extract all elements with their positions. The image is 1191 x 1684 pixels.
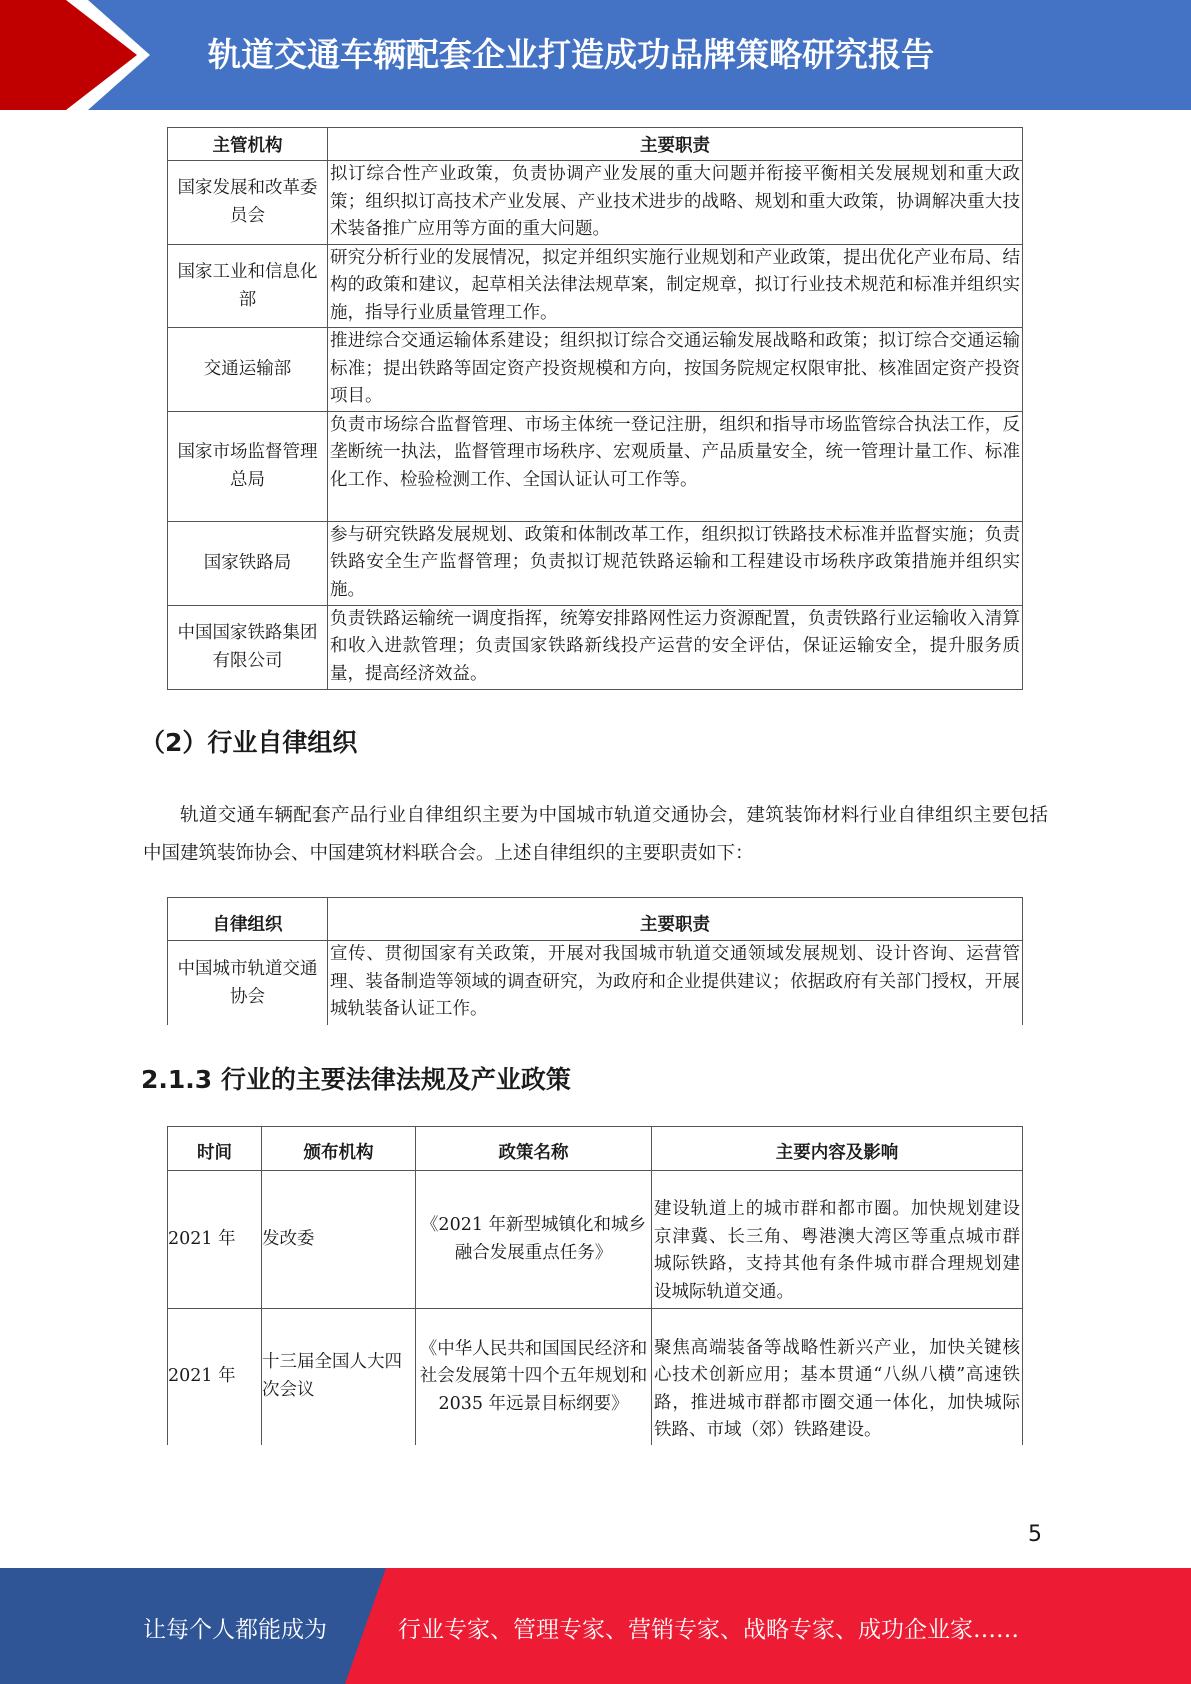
- table-row: [168, 1309, 1023, 1445]
- org-cell: 交通运输部: [168, 328, 328, 412]
- policy-table: [167, 1126, 1023, 1445]
- column-header: 时间: [168, 1127, 262, 1171]
- time-cell: 2021 年: [168, 1309, 262, 1445]
- issuer-cell: 发改委: [262, 1171, 416, 1309]
- footer-slogan-right: 行业专家、管理专家、营销专家、战略专家、成功企业家……: [398, 1617, 1019, 1643]
- column-header: 颁布机构: [262, 1127, 416, 1171]
- duty-cell: 参与研究铁路发展规划、政策和体制改革工作，组织拟订铁路技术标准并监督实施；负责铁路安全生产监督管理；负责拟订规范铁路运输和工程建设市场秩序政策措施并组织实施。: [328, 521, 1023, 605]
- report-title: 轨道交通车辆配套企业打造成功品牌策略研究报告: [208, 35, 934, 74]
- content-cell: 聚焦高端装备等战略性新兴产业，加快关键核心技术创新应用；基本贯通“八纵八横”高速铁路，推进城市群都市圈交通一体化，加快城际铁路、市域（郊）铁路建设。: [652, 1309, 1023, 1445]
- issuer-cell: 十三届全国人大四次会议: [262, 1309, 416, 1445]
- column-header: 自律组织: [168, 898, 328, 941]
- section-heading: （2）行业自律组织: [140, 728, 358, 757]
- policy-name-cell: 《中华人民共和国国民经济和社会发展第十四个五年规划和 2035 年远景目标纲要》: [416, 1309, 652, 1445]
- self-regulation-table: [167, 897, 1023, 1025]
- column-header: 主要职责: [328, 898, 1023, 941]
- authority-table: [167, 127, 1023, 690]
- time-cell: 2021 年: [168, 1171, 262, 1309]
- duty-cell: 研究分析行业的发展情况，拟定并组织实施行业规划和产业政策，提出优化产业布局、结构的政策和建议，起草相关法律法规草案，制定规章，拟订行业技术规范和标准并组织实施，指导行业质量管理工作。: [328, 244, 1023, 328]
- subsection-heading: 2.1.3 行业的主要法律法规及产业政策: [141, 1065, 571, 1094]
- table-row: [168, 521, 1023, 605]
- table-header-row: [168, 898, 1023, 941]
- org-cell: 中国城市轨道交通协会: [168, 941, 328, 1025]
- table-row: [168, 941, 1023, 1025]
- org-cell: 国家工业和信息化部: [168, 244, 328, 328]
- table-row: [168, 411, 1023, 521]
- table-row: [168, 161, 1023, 245]
- table-header-row: [168, 128, 1023, 161]
- org-cell: 国家铁路局: [168, 521, 328, 605]
- org-cell: 中国国家铁路集团有限公司: [168, 605, 328, 689]
- table-header-row: [168, 1127, 1023, 1171]
- table-row: [168, 605, 1023, 689]
- footer-slogan-left: 让每个人都能成为: [143, 1617, 327, 1643]
- page-number: 5: [1028, 1522, 1042, 1547]
- table-row: [168, 1171, 1023, 1309]
- column-header: 主要内容及影响: [652, 1127, 1023, 1171]
- policy-name-cell: 《2021 年新型城镇化和城乡融合发展重点任务》: [416, 1171, 652, 1309]
- table-row: [168, 328, 1023, 412]
- column-header: 主管机构: [168, 128, 328, 161]
- table-row: [168, 244, 1023, 328]
- org-cell: 国家发展和改革委员会: [168, 161, 328, 245]
- duty-cell: 负责铁路运输统一调度指挥，统筹安排路网性运力资源配置，负责铁路行业运输收入清算和收入进款管理；负责国家铁路新线投产运营的安全评估，保证运输安全，提升服务质量，提高经济效益。: [328, 605, 1023, 689]
- column-header: 政策名称: [416, 1127, 652, 1171]
- duty-cell: 推进综合交通运输体系建设；组织拟订综合交通运输发展战略和政策；拟订综合交通运输标准；提出铁路等固定资产投资规模和方向，按国务院规定权限审批、核准固定资产投资项目。: [328, 328, 1023, 412]
- duty-cell: 拟订综合性产业政策，负责协调产业发展的重大问题并衔接平衡相关发展规划和重大政策；组织拟订高技术产业发展、产业技术进步的战略、规划和重大政策，协调解决重大技术装备推广应用等方面的重大问题。: [328, 161, 1023, 245]
- content-cell: 建设轨道上的城市群和都市圈。加快规划建设京津冀、长三角、粤港澳大湾区等重点城市群城际铁路，支持其他有条件城市群合理规划建设城际轨道交通。: [652, 1171, 1023, 1309]
- duty-cell: 宣传、贯彻国家有关政策，开展对我国城市轨道交通领域发展规划、设计咨询、运营管理、装备制造等领域的调查研究，为政府和企业提供建议；依据政府有关部门授权，开展城轨装备认证工作。: [328, 941, 1023, 1025]
- column-header: 主要职责: [328, 128, 1023, 161]
- org-cell: 国家市场监督管理总局: [168, 411, 328, 521]
- duty-cell: 负责市场综合监督管理、市场主体统一登记注册，组织和指导市场监管综合执法工作，反垄断统一执法，监督管理市场秩序、宏观质量、产品质量安全，统一管理计量工作、标准化工作、检验检测工作、全国认证认可工作等。: [328, 411, 1023, 521]
- body-paragraph: 轨道交通车辆配套产品行业自律组织主要为中国城市轨道交通协会，建筑装饰材料行业自律组织主要包括中国建筑装饰协会、中国建筑材料联合会。上述自律组织的主要职责如下：: [143, 805, 1048, 864]
